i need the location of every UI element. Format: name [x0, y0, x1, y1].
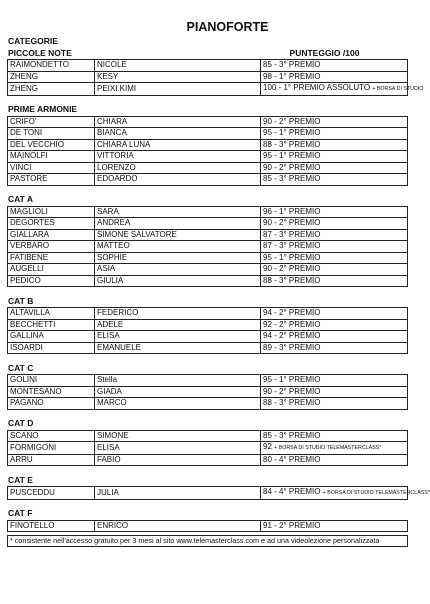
table-row [8, 342, 408, 354]
table-row [8, 375, 408, 387]
table-row [8, 430, 408, 442]
table-row [8, 206, 408, 218]
surname-cell: ZHENG [8, 83, 95, 96]
table-row [8, 60, 408, 72]
result-text: 88 - 3° PREMIO [263, 139, 321, 149]
surname-cell: PASTORE [8, 174, 95, 186]
table-row [8, 128, 408, 140]
name-cell: ENRICO [95, 520, 261, 532]
page-title: PIANOFORTE [186, 20, 269, 34]
result-cell [261, 71, 408, 83]
name-cell: SARA [95, 206, 261, 218]
result-text: 92 [263, 442, 272, 451]
surname-cell: DEGORTES [8, 218, 95, 230]
section-label: CAT B [8, 295, 34, 306]
surname-cell: CRIFO' [8, 116, 95, 128]
result-cell [261, 308, 408, 320]
surname-cell: DE TONI [8, 128, 95, 140]
result-text: 85 - 3° PREMIO [263, 60, 321, 69]
result-text: 98 - 1° PREMIO [263, 71, 321, 81]
result-text: 90 - 2° PREMIO [263, 116, 321, 126]
table-row [8, 454, 408, 466]
result-text: 94 - 2° PREMIO [263, 308, 321, 317]
result-cell [261, 375, 408, 387]
result-cell [261, 162, 408, 174]
result-text: 90 - 2° PREMIO [263, 264, 321, 273]
result-text: 84 - 4° PREMIO [263, 487, 321, 496]
table-row [8, 386, 408, 398]
result-text: 88 - 3° PREMIO [263, 398, 321, 407]
name-cell: MATTEO [95, 241, 261, 253]
name-cell: CHIARA LUNA [95, 139, 261, 151]
surname-cell: FORMIGONI [8, 442, 95, 455]
results-document [7, 18, 430, 547]
name-cell: ADELE [95, 319, 261, 331]
result-text: 95 - 1° PREMIO [263, 128, 321, 137]
name-cell: BIANCA [95, 128, 261, 140]
table-row [8, 398, 408, 410]
results-table [7, 374, 408, 410]
result-text: 95 - 1° PREMIO [263, 151, 321, 160]
table-row [8, 139, 408, 151]
table-row [8, 275, 408, 287]
result-cell [261, 241, 408, 253]
table-row [8, 71, 408, 83]
results-table [7, 59, 424, 96]
result-cell [261, 128, 408, 140]
result-cell [261, 275, 408, 287]
section-header-row [7, 48, 408, 60]
result-text: 90 - 2° PREMIO [263, 386, 321, 396]
result-cell [261, 520, 408, 532]
section-label: PRIME ARMONIE [8, 104, 78, 114]
result-cell [261, 229, 408, 241]
results-table [7, 206, 408, 288]
result-cell [261, 331, 408, 343]
footnote: * consistente nell'accesso gratuito per 3 mesi al sito www.telemasterclass.com e ad una videolezione personalizzata [7, 535, 408, 547]
name-cell: SIMONE SALVATORE [95, 229, 261, 241]
section-label: CAT A [8, 194, 34, 204]
table-row [8, 241, 408, 253]
name-cell: CHIARA [95, 116, 261, 128]
table-row [8, 151, 408, 163]
name-cell: LORENZO [95, 162, 261, 174]
name-cell: NICOLE [95, 60, 261, 72]
table-row [8, 319, 408, 331]
result-cell [261, 174, 408, 186]
surname-cell: MAINOLFI [8, 151, 95, 163]
name-cell: PEIXI KIMI [95, 83, 261, 96]
result-text: 91 - 2° PREMIO [263, 520, 321, 530]
result-cell [261, 252, 408, 264]
name-cell: ELISA [95, 331, 261, 343]
result-cell [261, 319, 408, 331]
result-text: 89 - 3° PREMIO [263, 342, 321, 352]
result-text: 100 - 1° PREMIO ASSOLUTO [263, 83, 371, 92]
table-row [8, 487, 408, 500]
section-label: PICCOLE NOTE [8, 47, 72, 58]
result-text: 88 - 3° PREMIO [263, 275, 321, 285]
result-text: 95 - 1° PREMIO [263, 375, 321, 384]
result-text: 96 - 1° PREMIO [263, 206, 321, 216]
scholarship-note: + BORSA DI STUDIO [372, 86, 424, 92]
result-cell [261, 386, 408, 398]
table-row [8, 229, 408, 241]
surname-cell: GIALLARA [8, 229, 95, 241]
surname-cell: VINCI [8, 162, 95, 174]
surname-cell: PEDICO [8, 275, 95, 287]
table-row [8, 116, 408, 128]
result-cell [261, 139, 408, 151]
name-cell: ASIA [95, 264, 261, 276]
surname-cell: VERBARO [8, 241, 95, 253]
name-cell: SIMONE [95, 430, 261, 442]
surname-cell: PAGANO [8, 398, 95, 410]
result-text: 90 - 2° PREMIO [263, 162, 321, 172]
result-text: 94 - 2° PREMIO [263, 331, 321, 340]
surname-cell: FATIBENE [8, 252, 95, 264]
result-cell [261, 83, 424, 96]
name-cell: EMANUELE [95, 342, 261, 354]
section-label: CAT F [8, 508, 33, 518]
table-row [8, 520, 408, 532]
surname-cell: FINOTELLO [8, 520, 95, 532]
surname-cell: RAIMONDETTO [8, 60, 95, 72]
name-cell: GIADA [95, 386, 261, 398]
result-cell [261, 454, 408, 466]
surname-cell: AUGELLI [8, 264, 95, 276]
name-cell: EDOARDO [95, 174, 261, 186]
table-row [8, 252, 408, 264]
result-text: 87 - 3° PREMIO [263, 241, 321, 250]
table-row [8, 83, 408, 96]
surname-cell: MONTESANO [8, 386, 95, 398]
surname-cell: ZHENG [8, 71, 95, 83]
result-text: 92 - 2° PREMIO [263, 319, 321, 329]
scholarship-note: + BORSA DI STUDIO TELEMASTERCLASS* [274, 445, 382, 451]
results-table [7, 520, 408, 533]
results-table [7, 430, 408, 467]
name-cell: ELISA [95, 442, 261, 455]
categorie-label: CATEGORIE [8, 36, 58, 46]
table-row [8, 218, 408, 230]
name-cell: VITTORIA [95, 151, 261, 163]
section-label: CAT C [8, 362, 34, 373]
surname-cell: PUSCEDDU [8, 487, 95, 500]
surname-cell: GOLINI [8, 375, 95, 387]
name-cell: JULIA [95, 487, 261, 500]
surname-cell: MAGLIOLI [8, 206, 95, 218]
result-cell [261, 264, 408, 276]
surname-cell: ISOARDI [8, 342, 95, 354]
result-cell [261, 218, 408, 230]
section-label: CAT E [8, 474, 33, 485]
surname-cell: SCANO [8, 430, 95, 442]
result-text: 87 - 3° PREMIO [263, 229, 321, 239]
table-row [8, 162, 408, 174]
surname-cell: GALLINA [8, 331, 95, 343]
result-cell [261, 60, 408, 72]
results-table [7, 486, 430, 500]
result-text: 90 - 2° PREMIO [263, 218, 321, 227]
result-text: 85 - 3° PREMIO [263, 174, 321, 183]
surname-cell: BECCHETTI [8, 319, 95, 331]
result-text: 80 - 4° PREMIO [263, 454, 321, 464]
name-cell: KESY [95, 71, 261, 83]
surname-cell: ARRU [8, 454, 95, 466]
table-row [8, 331, 408, 343]
results-table [7, 307, 408, 354]
table-row [8, 308, 408, 320]
result-cell [261, 151, 408, 163]
name-cell: FEDERICO [95, 308, 261, 320]
result-cell [261, 442, 408, 455]
name-cell: GIULIA [95, 275, 261, 287]
table-row [8, 264, 408, 276]
name-cell: FABIO [95, 454, 261, 466]
section-label: CAT D [8, 418, 34, 428]
result-cell [261, 398, 408, 410]
result-cell [261, 116, 408, 128]
result-cell [261, 487, 430, 500]
table-row [8, 174, 408, 186]
table-row [8, 442, 408, 455]
result-text: 85 - 3° PREMIO [263, 430, 321, 440]
name-cell: SOPHIE [95, 252, 261, 264]
surname-cell: ALTAVILLA [8, 308, 95, 320]
surname-cell: DEL VECCHIO [8, 139, 95, 151]
name-cell: ANDREA [95, 218, 261, 230]
result-cell [261, 206, 408, 218]
result-cell [261, 342, 408, 354]
results-content [7, 36, 430, 532]
results-table [7, 116, 408, 186]
result-text: 95 - 1° PREMIO [263, 252, 321, 262]
result-cell [261, 430, 408, 442]
name-cell: MARCO [95, 398, 261, 410]
scholarship-note: + BORSA DI STUDIO TELEMASTERCLASS* [322, 490, 430, 496]
name-cell: Stella [95, 375, 261, 387]
score-header: PUNTEGGIO /100 [289, 47, 360, 58]
